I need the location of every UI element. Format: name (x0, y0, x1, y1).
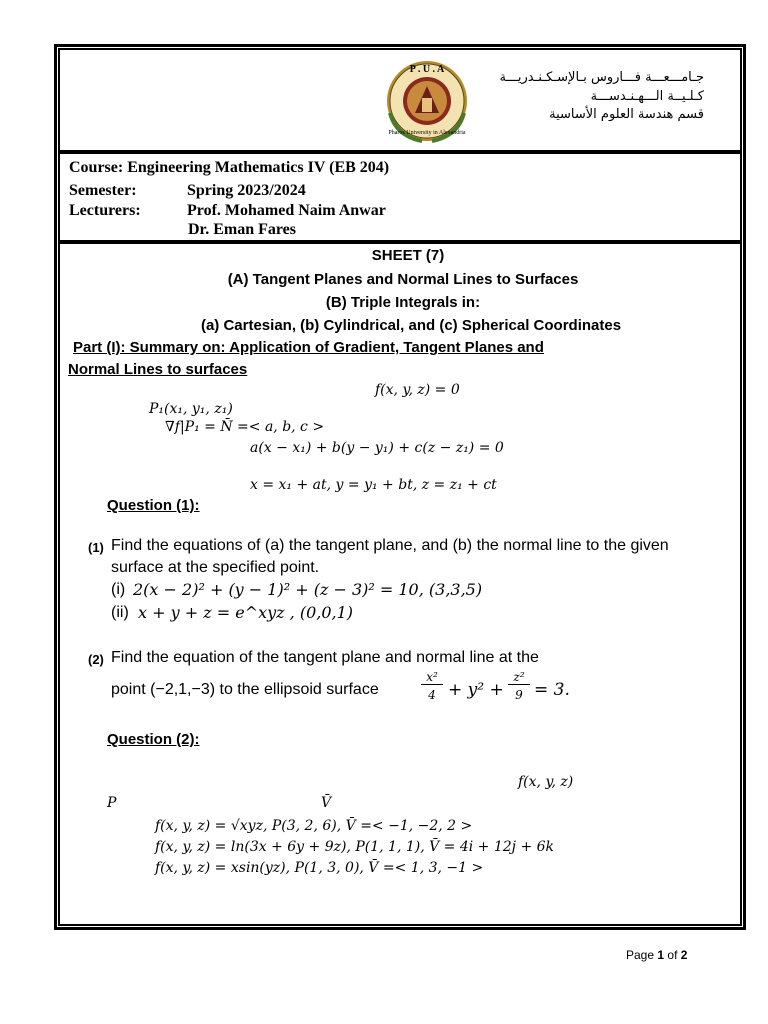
equation-normal-line: x = x₁ + at, y = y₁ + bt, z = z₁ + ct (250, 477, 497, 493)
page-of: of (667, 948, 678, 962)
university-name-arabic: جـامـــعـــة فـــاروس بـالإسـكـنـدريـــة (499, 70, 704, 85)
problem-1-text-line1: Find the equations of (a) the tangent plane, and (b) the normal line to the given (111, 537, 669, 554)
logo-text-top: P . U . A (409, 64, 445, 75)
vector-label: V̄ (321, 795, 332, 811)
question-1-heading: Question (1): (107, 497, 200, 514)
page-number (626, 948, 687, 962)
semester-label: Semester: (69, 182, 137, 199)
problem-2-number: (2) (88, 652, 104, 667)
q2-function-1: f(x, y, z) = √xyz, P(3, 2, 6), V̄ =< −1, −2, 2 > (155, 818, 473, 834)
function-label: f(x, y, z) (518, 774, 574, 790)
equation-surface: f(x, y, z) = 0 (375, 382, 460, 398)
equation-middle: + y² + (448, 680, 504, 700)
sheet-title: SHEET (7) (371, 247, 445, 264)
problem-2-text-line1: Find the equation of the tangent plane and normal line at the (111, 649, 539, 666)
problem-1-i-label: (i) (111, 581, 126, 598)
problem-1-ii-equation: x + y + z = e^xyz , (0,0,1) (138, 603, 354, 622)
fraction-2-numerator: z² (508, 670, 530, 685)
equation-gradient: ∇f|P₁ = N̄ =< a, b, c > (165, 419, 325, 435)
department-name-arabic: قسم هندسة العلوم الأساسية (549, 107, 704, 122)
course-title: Course: Engineering Mathematics IV (EB 204) (69, 159, 390, 176)
page-total: 2 (680, 948, 688, 962)
sheet-subtitle-c: (a) Cartesian, (b) Cylindrical, and (c) Spherical Coordinates (200, 317, 622, 334)
sheet-subtitle-b: (B) Triple Integrals in: (325, 294, 481, 311)
problem-1-number: (1) (88, 540, 104, 555)
problem-1-text-line2: surface at the specified point. (111, 559, 320, 576)
university-logo (382, 58, 472, 144)
lecturers-label: Lecturers: (69, 202, 141, 219)
lecturer-2: Dr. Eman Fares (188, 221, 296, 238)
equation-end: = 3. (534, 680, 570, 700)
part1-heading-line1: Part (I): Summary on: Application of Gradient, Tangent Planes and (73, 339, 544, 356)
fraction-1-denominator: 4 (428, 688, 436, 702)
sheet-subtitle-a: (A) Tangent Planes and Normal Lines to Surfaces (227, 271, 579, 288)
faculty-name-arabic: كـلـيــة الـــهـنـدســـة (590, 89, 704, 104)
lecturer-1: Prof. Mohamed Naim Anwar (187, 202, 386, 219)
problem-1-ii-label: (ii) (111, 604, 129, 621)
fraction-2-denominator: 9 (515, 688, 523, 702)
page-current: 1 (657, 948, 665, 962)
q2-function-2: f(x, y, z) = ln(3x + 6y + 9z), P(1, 1, 1), V̄ = 4i + 12j + 6k (155, 839, 555, 855)
question-2-heading: Question (2): (107, 731, 200, 748)
part1-heading-line2: Normal Lines to surfaces (68, 361, 248, 378)
equation-point: P₁(x₁, y₁, z₁) (149, 401, 233, 417)
problem-1-i-equation: 2(x − 2)² + (y − 1)² + (z − 3)² = 10, (3,3,5) (133, 580, 483, 599)
q2-function-3: f(x, y, z) = xsin(yz), P(1, 3, 0), V̄ =< 1, 3, −1 > (155, 860, 484, 876)
problem-2-text-line2: point (−2,1,−3) to the ellipsoid surface (111, 681, 379, 698)
point-label: P (107, 795, 117, 811)
semester-value: Spring 2023/2024 (187, 182, 306, 199)
logo-text-bottom: Pharos University in Alexandria (388, 130, 466, 136)
page-prefix: Page (626, 948, 655, 962)
fraction-1-numerator: x² (421, 670, 443, 685)
equation-tangent-plane: a(x − x₁) + b(y − y₁) + c(z − z₁) = 0 (250, 440, 504, 456)
